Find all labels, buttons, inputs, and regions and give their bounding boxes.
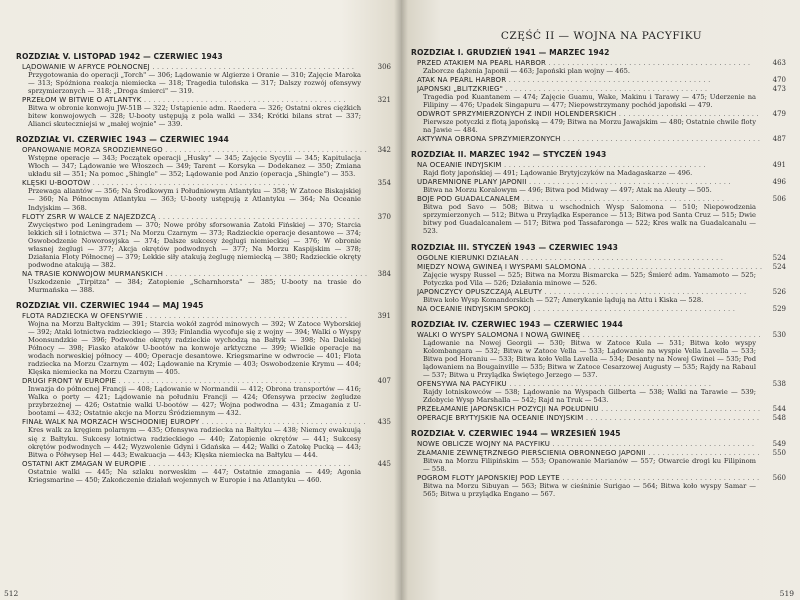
- section-heading: MIĘDZY NOWĄ GWINEĄ I WYSPAMI SALOMONA . . .: [417, 263, 762, 271]
- section-page-number: 524: [772, 253, 786, 262]
- toc-section: [417, 449, 786, 473]
- chapter-title: ROZDZIAŁ I. GRUDZIEŃ 1941 — MARZEC 1942: [411, 48, 610, 57]
- section-page-number: 306: [377, 63, 391, 71]
- chapter-title: ROZDZIAŁ II. MARZEC 1942 — STYCZEŃ 1943: [411, 150, 607, 160]
- section-page-number: 544: [772, 404, 786, 413]
- section-page-number: 491: [772, 161, 786, 170]
- toc-section: [417, 85, 786, 109]
- chapter-block: [16, 52, 391, 129]
- section-heading-row: [22, 377, 391, 385]
- section-heading-row: [417, 474, 786, 482]
- section-contents: Pierwsze potyczki z flotą japońską — 479; Bitwa na Morzu Jawajskim — 480; Ostatnie chwile floty na Jawie — 484.: [423, 118, 756, 135]
- toc-section: [417, 405, 786, 413]
- section-heading-row: [22, 312, 391, 320]
- section-page-number: 548: [772, 413, 786, 422]
- section-contents: Tragedia pod Kuantanem — 474; Zajęcie Guamu, Wake, Makinu i Tarawy — 475; Uderzenie na Filipiny — 476; Upadek Singapuru — 477; Niepowstrzymany pochód japoński — 479.: [423, 93, 756, 110]
- toc-section: [22, 460, 391, 484]
- section-page-number: 550: [772, 448, 786, 457]
- toc-section: [22, 96, 391, 128]
- section-page-number: 487: [772, 135, 786, 144]
- section-contents: Zajęcie wyspy Russel — 525; Bitwa na Morzu Bismarcka — 525; Śmierć adm. Yamamoto — 525; Potyczka pod Vila — 526; Działania minowe — 526.: [423, 270, 756, 287]
- section-contents: Ostatnie walki — 445; Na szlaku norweskim — 447; Ostatnie zmagania — 449; Agonia Kriegsmarine — 450; Zakończenie działań wojennych w Europie i na Atlantyku — 460.: [28, 467, 361, 484]
- toc-section: [417, 178, 786, 194]
- toc-section: [417, 135, 786, 143]
- section-contents: Lądowanie na Nowej Georgii — 530; Bitwa w Zatoce Kula — 531; Bitwa koło wyspy Kolombangara — 532; Bitwa w Zatoce Vella — 533; Lądowanie na wyspie Vella Lavella — 533; Bitwa pod Horaniu — 533; Bitwa koło Vella Lavella — 534; Desanty na Nowej Gwinei — 535; Pod lądowaniem na Bougainville — 535; Bitwa w Zatoce Cesarzowej Augusty — 535; Rajdy na Rabaul — 537; Bitwa u Przylądka Świętego Jerzego — 537.: [423, 338, 756, 379]
- chapter-block: [411, 48, 786, 144]
- section-heading-row: [22, 418, 391, 426]
- section-heading: OPANOWANIE MORZA ŚRÓDZIEMNEGO . . .: [22, 146, 367, 154]
- section-heading: JAPOŃCZYCY OPUSZCZAJĄ ALEUTY . . .: [417, 288, 762, 296]
- section-heading-row: [417, 414, 786, 422]
- section-heading-row: [22, 63, 391, 71]
- section-heading-row: [417, 305, 786, 313]
- toc-section: [417, 331, 786, 379]
- section-contents: Bitwa koło Wysp Komandorskich — 527; Amerykanie lądują na Attu i Kiska — 528.: [423, 295, 704, 304]
- chapter-title: ROZDZIAŁ VII. CZERWIEC 1944 — MAJ 1945: [16, 300, 204, 310]
- section-heading-row: [22, 460, 391, 468]
- section-heading-row: [417, 85, 786, 93]
- section-heading-row: [417, 135, 786, 143]
- section-heading-row: [417, 263, 786, 271]
- toc-section: [22, 146, 391, 178]
- section-page-number: 407: [377, 377, 391, 386]
- toc-section: [417, 380, 786, 404]
- section-heading-row: [417, 195, 786, 203]
- right-page: [401, 0, 800, 600]
- section-heading: AKTYWNA OBRONA SPRZYMIERZONYCH . . .: [417, 135, 762, 143]
- chapter-title: ROZDZIAŁ VI. CZERWIEC 1943 — CZERWIEC 1944: [16, 135, 229, 145]
- section-heading: FLOTA RADZIECKA W OFENSYWIE . . .: [22, 312, 367, 320]
- chapter-block: [411, 428, 786, 499]
- section-heading-row: [417, 161, 786, 169]
- toc-section: [22, 418, 391, 458]
- section-page-number: 321: [377, 96, 391, 105]
- chapter-title: ROZDZIAŁ IV. CZERWIEC 1943 — CZERWIEC 1944: [411, 319, 623, 329]
- toc-section: [417, 474, 786, 498]
- section-page-number: 435: [377, 418, 391, 427]
- toc-section: [417, 288, 786, 304]
- section-heading: DRUGI FRONT W EUROPIE . . .: [22, 377, 367, 385]
- section-heading: BOJE POD GUADALCANALEM . . .: [417, 195, 762, 203]
- section-contents: Przewaga aliantów — 356; Na Środkowym i Południowym Atlantyku — 358; W Zatoce Biskajskiej — 360; Na Północnym Atlantyku — 363; U-booty ustępują z Atlantyku — 364; Na Oceanie Indyjskim — 368.: [28, 187, 361, 212]
- toc-section: [417, 161, 786, 177]
- section-heading: NA OCEANIE INDYJSKIM SPOKÓJ . . .: [417, 305, 762, 313]
- section-heading: KLĘSKI U-BOOTÓW . . .: [22, 179, 367, 187]
- section-heading: WALKI O WYSPY SALOMONA I NOWĄ GWINEĘ . . .: [417, 331, 762, 339]
- toc-section: [22, 312, 391, 376]
- section-page-number: 470: [772, 76, 786, 85]
- toc-section: [22, 63, 391, 95]
- section-heading-row: [22, 146, 391, 154]
- section-contents: Wojna na Morzu Bałtyckim — 391; Starcia wokół zagród minowych — 392; W Zatoce Wyborskiej — 392; Ataki lotnictwa radzieckiego — 393; Finlandia wycofuje się z wojny — 394; Walki o Wyspy Moonsundzkie — 396; Podwodne okręty radzieckie wychodzą na Bałtyk — 398; Na Dalekiej Północy — 398; Fiasko ataków U-bootów na konwoje arktyczne — 399; Wielkie operacje na wodach norweskiej północy — 400; Operacje desantowe. Kriegsmarine w odwrocie — 401; Flota radziecka na Morzu Czarnym — 402; Lądowanie na Krymie — 403; Oswobodzenie Krymu — 404; Klęska niemiecka na Morzu Czarnym — 405.: [28, 319, 361, 377]
- chapter-block: [411, 242, 786, 313]
- section-page-number: 473: [772, 85, 786, 94]
- section-page-number: 342: [377, 146, 391, 155]
- section-contents: Bitwa pod Savo — 508; Bitwa u wschodnich Wysp Salomona — 510; Niepowodzenia sprzymierzonych — 512; Bitwa u Przylądka Esperance — 513; Bitwa pod Santa Cruz — 515; Dwie bitwy pod Guadalcanalem — 517; Bitwa pod Tassafaronga — 522; Kres walk na Guadalcanalu — 523.: [423, 203, 756, 236]
- section-heading: FLOTY ZSRR W WALCE Z NAJEŹDŹCĄ . . .: [22, 213, 367, 221]
- section-heading: POGROM FLOTY JAPOŃSKIEJ POD LEYTE . . .: [417, 474, 762, 482]
- toc-section: [417, 110, 786, 134]
- chapter-block: [16, 300, 391, 484]
- section-heading: NOWE OBLICZE WOJNY NA PACYFIKU . . .: [417, 440, 762, 448]
- chapter-block: [411, 319, 786, 422]
- section-page-number: 354: [377, 179, 391, 188]
- section-contents: Przygotowania do operacji „Torch" — 306; Lądowanie w Algierze i Oranie — 310; Zajęcie Maroka — 313; Spóźniona reakcja niemiecka — 318; Tragedia tulońska — 317; Dalszy rozwój ofensywy sprzymierzonych — 318; „Droga śmierci" — 319.: [28, 71, 361, 96]
- toc-section: [417, 263, 786, 287]
- section-contents: Uszkodzenie „Tirpitza" — 384; Zatopienie „Scharnhorsta" — 385; U-booty na trasie do Murmańska — 388.: [28, 277, 361, 294]
- toc-section: [22, 179, 391, 211]
- section-contents: Zaborcze dążenia Japonii — 463; Japoński plan wojny — 465.: [423, 67, 631, 75]
- chapter-title: ROZDZIAŁ V. LISTOPAD 1942 — CZERWIEC 1943: [16, 52, 223, 61]
- section-heading: ODWRÓT SPRZYMIERZONYCH Z INDII HOLENDERSKICH . . .: [417, 110, 762, 118]
- section-heading-row: [417, 405, 786, 413]
- part-title: CZĘŚĆ II — WOJNA NA PACYFIKU: [500, 30, 703, 42]
- section-contents: Wstępne operacje — 343; Początek operacji „Husky" — 345; Zajęcie Sycylii — 345; Kapitulacja Włoch — 347; Lądowanie we Włoszech — 349; Tarent — Korsyka — Dodekanez — 350; Zmiana układu sił — 351; Na pomoc „Shingle" — 352; Lądowanie pod Anzio (operacja „Shingle") — 353.: [28, 154, 361, 179]
- toc-section: [417, 414, 786, 422]
- section-heading-row: [417, 178, 786, 186]
- section-contents: Bitwa na Morzu Filipińskim — 553; Opanowanie Marianów — 557; Otwarcie drogi ku Filipinom — 558.: [423, 456, 756, 474]
- section-contents: Zwycięstwo pod Leningradem — 370; Nowe próby sforsowania Zatoki Fińskiej — 370; Starcia lekkich sił i lotnictwa — 371; Na Morzu Czarnym — 373; Radzieckie operacje desantowe — 374; Oswobodzenie Noworosyjska — 374; Dalsze sukcesy żeglugi niemieckiej — 376; W obronie własnej żeglugi — 377; Akcja okrętów podwodnych — 377; Na Morzu Kaspijskim — 378; Działania Floty Północnej — 379; Lekkie siły atakują żeglugę niemiecką — 380; Radzieckie okręty podwodne atakują — 382.: [28, 220, 361, 269]
- section-heading: ZŁAMANIE ZEWNĘTRZNEGO PIERŚCIENIA OBRONNEGO JAPONII . . .: [417, 449, 762, 457]
- section-heading-row: [22, 270, 391, 278]
- section-heading: PRZED ATAKIEM NA PEARL HARBOR . . .: [417, 59, 762, 67]
- section-page-number: 530: [772, 330, 786, 339]
- section-heading: OSTATNI AKT ZMAGAŃ W EUROPIE . . .: [22, 460, 367, 468]
- section-heading: NA TRASIE KONWOJÓW MURMAŃSKICH . . .: [22, 270, 367, 278]
- toc-section: [22, 270, 391, 294]
- toc-section: [22, 377, 391, 417]
- section-heading: OGÓLNE KIERUNKI DZIAŁAŃ . . .: [417, 254, 762, 262]
- section-contents: Bitwa na Morzu Koralowym — 496; Bitwa pod Midway — 497; Atak na Aleuty — 505.: [423, 186, 712, 195]
- section-page-number: 479: [772, 110, 786, 119]
- section-contents: Rajd floty japońskiej — 491; Lądowanie Brytyjczyków na Madagaskarze — 496.: [423, 169, 693, 178]
- section-heading: NA OCEANIE INDYJSKIM . . .: [417, 161, 762, 169]
- toc-section: [417, 195, 786, 235]
- section-heading: OFENSYWA NA PACYFIKU . . .: [417, 380, 762, 388]
- toc-section: [417, 59, 786, 75]
- section-heading-row: [417, 59, 786, 67]
- chapter-block: [16, 135, 391, 294]
- section-contents: Kres walk za kręgiem polarnym — 435; Ofensywa radziecka na Bałtyku — 438; Niemcy ewakuują się z Bałtyku. Sukcesy lotnictwa radzieckiego — 440; Zatopienie okrętów — 441; Sukcesy okrętów podwodnych — 442; Wyzwolenie Gdyni i Gdańska — 442; Walki o Zatokę Pucką — 443; Bitwa o Półwysep Hel — 443; Ewakuacja — 443; Klęska niemiecka na Bałtyku — 444.: [28, 426, 361, 459]
- section-contents: Rajdy lotniskowców — 538; Lądowanie na Wyspach Gilberta — 538; Walki na Tarawie — 539; Zdobycie Wysp Marshalla — 542; Rajd na Truk — 543.: [423, 387, 756, 404]
- section-heading-row: [417, 76, 786, 84]
- section-heading: OPERACJE BRYTYJSKIE NA OCEANIE INDYJSKIM . . .: [417, 414, 762, 422]
- section-heading-row: [417, 449, 786, 457]
- section-page-number: 526: [772, 287, 786, 296]
- section-page-number: 506: [772, 195, 786, 204]
- section-page-number: 445: [377, 459, 391, 468]
- section-heading: PRZEŁOM W BITWIE O ATLANTYK . . .: [22, 96, 367, 104]
- section-heading: UDAREMNIONE PLANY JAPONII . . .: [417, 178, 762, 186]
- section-page-number: 538: [772, 379, 786, 388]
- section-page-number: 384: [377, 269, 391, 278]
- section-heading-row: [22, 213, 391, 221]
- chapter-title: ROZDZIAŁ V. CZERWIEC 1944 — WRZESIEŃ 1945: [411, 428, 621, 438]
- section-heading: PRZEŁAMANIE JAPOŃSKICH POZYCJI NA POŁUDNIU . . .: [417, 405, 762, 413]
- toc-section: [22, 213, 391, 269]
- toc-section: [417, 254, 786, 262]
- section-heading: FINAŁ WALK NA MORZACH WSCHODNIEJ EUROPY . . .: [22, 418, 367, 426]
- section-heading-row: [417, 288, 786, 296]
- section-heading: JAPOŃSKI „BLITZKRIEG" . . .: [417, 85, 762, 93]
- section-contents: Bitwa w obronie konwoju JW-51B — 322; Ustąpienie adm. Raedera — 326; Ostatni okres ciężkich bitew konwojowych — 328; U-booty ustępują z pola walki — 334; Krótki bilans strat — 337; Alianci skuteczniejsi w „małej wojnie" — 339.: [28, 104, 361, 129]
- section-heading-row: [417, 440, 786, 448]
- section-page-number: 549: [772, 439, 786, 448]
- section-contents: Bitwa na Morzu Sibuyan — 563; Bitwa w cieśninie Surigao — 564; Bitwa koło wyspy Samar — 565; Bitwa u przylądka Engano — 567.: [423, 482, 756, 499]
- section-page-number: 496: [772, 178, 786, 187]
- chapter-title: ROZDZIAŁ III. STYCZEŃ 1943 — CZERWIEC 1943: [411, 242, 619, 252]
- section-heading: LĄDOWANIE W AFRYCE PÓŁNOCNEJ . . .: [22, 63, 367, 71]
- section-heading-row: [417, 380, 786, 388]
- section-heading: ATAK NA PEARL HARBOR . . .: [417, 76, 762, 84]
- toc-section: [417, 440, 786, 448]
- section-page-number: 560: [772, 474, 786, 483]
- section-heading-row: [417, 110, 786, 118]
- section-page-number: 524: [772, 262, 786, 271]
- page-number: 519: [779, 589, 794, 598]
- section-contents: Inwazja do północnej Francji — 408; Lądowanie w Normandii — 412; Obrona transportów — 416; Walka o porty — 421; Lądowanie na południu Francji — 424; Ofensywa przeciw żegludze przybrzeżnej — 426; Ostatnie walki U-bootów — 427; Wojna podwodna — 431; Zmagania z U-bootami — 432; Ostatnie akcje na Morzu Śródziemnym — 432.: [28, 385, 361, 418]
- toc-section: [417, 76, 786, 84]
- chapter-block: [411, 150, 786, 236]
- section-heading-row: [417, 331, 786, 339]
- section-heading-row: [417, 254, 786, 262]
- section-page-number: 529: [772, 304, 786, 313]
- section-page-number: 370: [377, 212, 391, 221]
- section-page-number: 463: [772, 59, 786, 67]
- toc-section: [417, 305, 786, 313]
- section-page-number: 391: [377, 311, 391, 320]
- section-heading-row: [22, 96, 391, 104]
- page-number: 512: [4, 589, 19, 598]
